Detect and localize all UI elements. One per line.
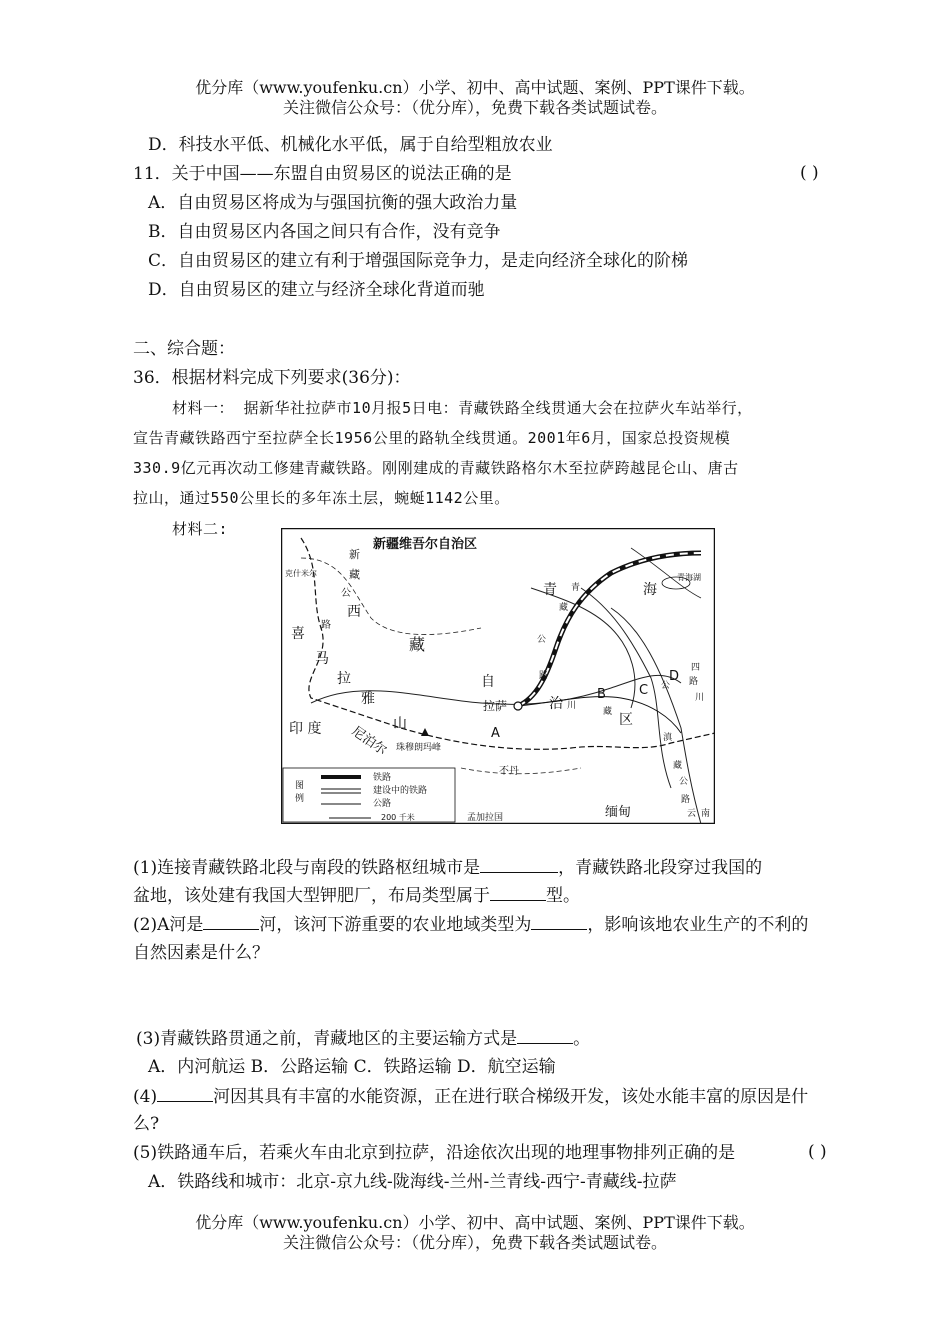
- q11-option-c: C．自由贸易区的建立有利于增强国际竞争力，是走向经济全球化的阶梯: [148, 251, 689, 271]
- blank-layout-type[interactable]: [490, 884, 546, 901]
- map-label-yun: 云: [687, 809, 697, 819]
- map-label-dian3: 公: [679, 777, 689, 787]
- map-label-sc-gong: 公: [661, 681, 671, 691]
- q36-part5-stem: (5)铁路通车后，若乘火车由北京到拉萨，沿途依次出现的地理事物排列正确的是: [133, 1143, 736, 1163]
- map-label-chuan: 川: [567, 701, 577, 711]
- map-label-zi: 自: [481, 674, 495, 690]
- legend-railway: 铁路: [373, 773, 392, 783]
- material1-line-3: 330.9亿元再次动工修建青藏铁路。刚刚建成的青藏铁路格尔木至拉萨跨越昆仑山、唐古: [133, 459, 739, 477]
- map-label-la: 拉: [337, 671, 351, 687]
- map-label-dian2: 藏: [673, 761, 683, 771]
- material1-line-2: 宣告青藏铁路西宁至拉萨全长1956公里的路轨全线贯通。2001年6月，国家总投资规模: [133, 429, 731, 447]
- legend-highway: 公路: [373, 799, 392, 809]
- map-label-bhutan: 不丹: [499, 766, 519, 777]
- map-label-gong1: 公: [341, 588, 351, 599]
- map-label-lu1: 路: [321, 620, 331, 631]
- map-label-qz-gong: 公: [537, 635, 547, 645]
- map-label-ya: 雅: [361, 691, 375, 707]
- q11-option-b: B．自由贸易区内各国之间只有合作，没有竞争: [148, 222, 501, 242]
- tibet-map: [281, 528, 715, 824]
- q36-part1-line1: (1)连接青藏铁路北段与南段的铁路枢纽城市是 ，青藏铁路北段穿过我国的: [133, 858, 763, 878]
- q36-part3: (3)青藏铁路贯通之前，青藏地区的主要运输方式是 。: [136, 1029, 591, 1049]
- blank-hub-city[interactable]: [480, 856, 558, 873]
- q36-part3-options: A．内河航运 B．公路运输 C．铁路运输 D．航空运输: [148, 1057, 556, 1077]
- legend-scale: 200 千米: [381, 813, 415, 822]
- map-label-sc-lu: 路: [689, 677, 699, 687]
- map-label-everest: 珠穆朗玛峰: [396, 743, 442, 753]
- map-label-zang1: 藏: [349, 568, 360, 581]
- q11-option-a: A．自由贸易区将成为与强国抗衡的强大政治力量: [148, 193, 518, 213]
- q10-option-d: D．科技水平低、机械化水平低，属于自给型粗放农业: [148, 135, 553, 155]
- map-label-india: 印 度: [289, 721, 322, 737]
- q36-part4-line2: 么?: [133, 1114, 160, 1134]
- blank-river-a[interactable]: [203, 913, 259, 930]
- map-label-sc-si: 四: [691, 663, 701, 673]
- map-label-qz-zang: 藏: [559, 603, 569, 613]
- map-label-b-zang: 藏: [603, 707, 613, 717]
- material1-line-1: 材料一： 据新华社拉萨市10月报5日电：青藏铁路全线贯通大会在拉萨火车站举行，: [172, 399, 753, 417]
- map-label-zhi: 治: [549, 696, 563, 712]
- header-line-1: 优分库（www.youfenku.cn）小学、初中、高中试题、案例、PPT课件下载。: [195, 78, 755, 97]
- map-label-sc-chuan: 川: [695, 693, 705, 703]
- map-label-B: B: [597, 687, 606, 702]
- map-label-dian4: 路: [681, 795, 691, 805]
- map-label-burma: 缅甸: [605, 805, 632, 820]
- blank-transport-mode[interactable]: [517, 1027, 573, 1044]
- map-label-qz-qing: 青: [571, 583, 581, 593]
- map-label-bangladesh: 孟加拉国: [467, 813, 504, 823]
- q36-stem: 36．根据材料完成下列要求(36分)：: [133, 368, 411, 388]
- q36-part5-paren: ( ): [808, 1142, 827, 1162]
- material2-label: 材料二:: [172, 520, 229, 538]
- map-label-xima: 喜: [291, 626, 305, 642]
- map-label-ma: 马: [315, 651, 329, 667]
- map-label-A: A: [491, 726, 500, 741]
- map-label-lhasa: 拉萨: [483, 699, 508, 713]
- map-label-hai: 海: [643, 582, 657, 598]
- q11-option-d: D．自由贸易区的建立与经济全球化背道而驰: [148, 280, 485, 300]
- footer-line-1: 优分库（www.youfenku.cn）小学、初中、高中试题、案例、PPT课件下载。: [195, 1213, 755, 1232]
- map-label-qing: 青: [543, 582, 557, 598]
- map-label-qu: 区: [619, 712, 633, 728]
- legend-title-1: 图: [295, 781, 305, 791]
- map-label-qinghai-lake: 青海湖: [677, 573, 701, 582]
- header-line-2: 关注微信公众号：（优分库），免费下载各类试题试卷。: [282, 98, 667, 117]
- blank-river-hydro[interactable]: [157, 1085, 213, 1102]
- legend-title-2: 例: [295, 794, 305, 804]
- q11-answer-paren: ( ): [800, 163, 819, 183]
- footer-line-2: 关注微信公众号：（优分库），免费下载各类试题试卷。: [282, 1233, 667, 1252]
- map-label-xi-road: 西: [347, 604, 361, 620]
- q36-part4-line1: (4) 河因其具有丰富的水能资源，正在进行联合梯级开发，该处水能丰富的原因是什: [133, 1087, 809, 1107]
- map-label-C: C: [639, 683, 649, 698]
- map-title-xinjiang: 新疆维吾尔自治区: [373, 537, 478, 552]
- map-label-D: D: [669, 669, 680, 684]
- legend-railway-building: 建设中的铁路: [373, 786, 428, 796]
- map-label-dian1: 滇: [663, 733, 673, 743]
- map-label-nan: 南: [701, 809, 711, 819]
- q36-part1-line2: 盆地，该处建有我国大型钾肥厂，布局类型属于 型。: [133, 886, 580, 906]
- blank-agriculture-type[interactable]: [531, 913, 587, 930]
- q11-stem: 11．关于中国——东盟自由贸易区的说法正确的是: [133, 164, 512, 184]
- map-label-kashmir: 克什米尔: [285, 569, 317, 578]
- q36-part5-option-a: A．铁路线和城市：北京-京九线-陇海线-兰州-兰青线-西宁-青藏线-拉萨: [148, 1172, 677, 1192]
- map-label-xin: 新: [349, 548, 360, 561]
- map-label-qz-lu: 路: [539, 671, 549, 681]
- material1-line-4: 拉山，通过550公里长的多年冻土层，蜿蜒1142公里。: [133, 489, 510, 507]
- map-label-zang-big: 藏: [409, 635, 426, 654]
- map-label-shan: 山: [393, 716, 407, 732]
- q36-part2-line1: (2)A河是 河，该河下游重要的农业地域类型为 ，影响该地农业生产的不利的: [133, 915, 809, 935]
- q36-part2-line2: 自然因素是什么？: [133, 943, 269, 963]
- section-title: 二、综合题：: [133, 339, 235, 359]
- map-legend: [283, 768, 455, 822]
- map-label-nepal: 尼泊尔: [348, 723, 390, 759]
